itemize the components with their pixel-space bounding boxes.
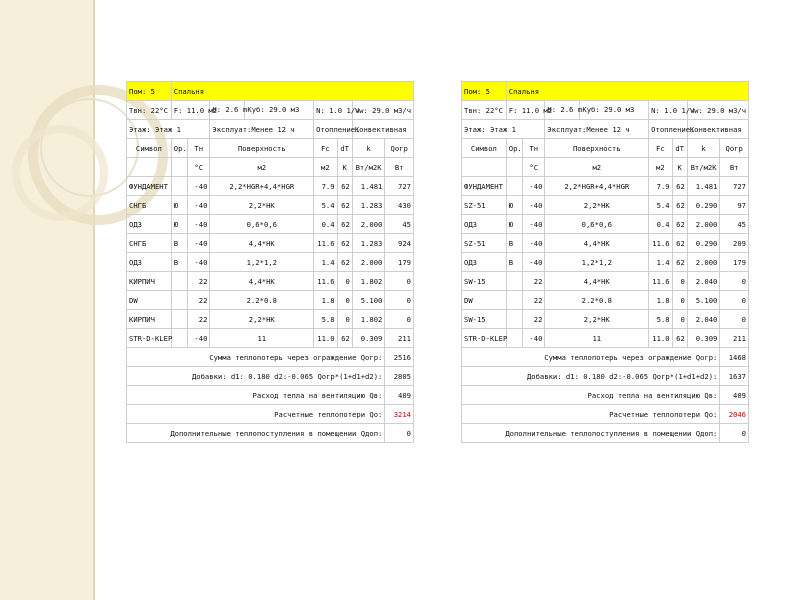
column-unit: К [672, 158, 687, 177]
cell-k: 2.040 [687, 310, 720, 329]
calc-loss-row [462, 405, 749, 424]
cell-k: 2.000 [352, 253, 385, 272]
column-header: Fc [649, 139, 672, 158]
cell-sym: ОДЗ [462, 253, 507, 272]
cell-dt: 62 [672, 329, 687, 348]
cell-dt: 62 [337, 177, 352, 196]
table-row [462, 234, 749, 253]
floor-level: Этаж: Этаж 1 [127, 120, 210, 139]
cell-tn: -40 [188, 329, 210, 348]
cell-fc: 11.0 [649, 329, 672, 348]
cell-fc: 0.4 [649, 215, 672, 234]
cell-tn: 22 [523, 272, 545, 291]
cell-tn: 22 [188, 272, 210, 291]
heating-label: Отопление: [649, 120, 688, 139]
cell-k: 1.481 [687, 177, 720, 196]
cell-q: 0 [385, 310, 414, 329]
column-header: Fc [314, 139, 337, 158]
cell-sym: ОДЗ [127, 253, 172, 272]
cell-k: 2.040 [687, 272, 720, 291]
cell-q: 0 [720, 310, 749, 329]
cell-dt: 62 [672, 215, 687, 234]
table-row [462, 272, 749, 291]
cell-tn: 22 [188, 310, 210, 329]
table-row [127, 272, 414, 291]
cell-sym: STR-D-KLEP [127, 329, 172, 348]
column-unit: Вт/м2К [352, 158, 385, 177]
column-unit: °C [188, 158, 210, 177]
cell-or [506, 272, 522, 291]
column-header: Поверхность [545, 139, 649, 158]
additions-label: Добавки: d1: 0.180 d2:-0.065 Qогр*(1+d1+d2): [127, 367, 385, 386]
cell-k: 1.283 [352, 234, 385, 253]
exploitation: Эксплуат:Менее 12 ч [545, 120, 649, 139]
ventilation-value: 409 [385, 386, 414, 405]
calc-loss-label: Расчетные теплопотери Qо: [462, 405, 720, 424]
cell-k: 1.802 [352, 272, 385, 291]
inner-temp: Твн: 22°C [462, 101, 507, 120]
inner-temp: Твн: 22°C [127, 101, 172, 120]
cell-or: Ю [506, 215, 522, 234]
cell-dt: 0 [337, 272, 352, 291]
column-unit: °C [523, 158, 545, 177]
table-row [462, 196, 749, 215]
cell-fc: 5.8 [314, 310, 337, 329]
additions-value: 2805 [385, 367, 414, 386]
cell-or: В [171, 253, 187, 272]
table-row [127, 196, 414, 215]
heat-loss-table-left [126, 81, 414, 443]
heating-type: Конвективная [687, 120, 748, 139]
cell-q: 209 [720, 234, 749, 253]
ventilation-row [127, 386, 414, 405]
cell-tn: -40 [188, 196, 210, 215]
table-row [127, 310, 414, 329]
cell-surf: 0,6*0,6 [210, 215, 314, 234]
calc-loss-value: 2046 [720, 405, 749, 424]
cell-dt: 0 [672, 291, 687, 310]
ventilation-label: Расход тепла на вентиляцию Qв: [127, 386, 385, 405]
cell-sym: ОДЗ [462, 215, 507, 234]
cell-fc: 0.4 [314, 215, 337, 234]
decorative-ring-small [12, 125, 108, 221]
cell-or [506, 310, 522, 329]
cell-sym: DW [462, 291, 507, 310]
cell-dt: 62 [672, 234, 687, 253]
cell-k: 2.000 [687, 215, 720, 234]
cell-q: 211 [720, 329, 749, 348]
exploitation: Эксплуат:Менее 12 ч [210, 120, 314, 139]
cell-tn: -40 [523, 215, 545, 234]
cell-or [506, 177, 522, 196]
calc-table [461, 81, 749, 443]
cell-k: 2.000 [687, 253, 720, 272]
column-header: Поверхность [210, 139, 314, 158]
column-headers [127, 139, 414, 158]
table-row [127, 291, 414, 310]
cell-sym: SZ-51 [462, 234, 507, 253]
cell-q: 727 [720, 177, 749, 196]
room-header-row [127, 82, 414, 101]
column-header: Тн [523, 139, 545, 158]
column-units [462, 158, 749, 177]
extra-gain-label: Дополнительные теплопоступления в помещении Qдоп: [462, 424, 720, 443]
room-params-row [462, 101, 749, 120]
table-row [462, 215, 749, 234]
cell-fc: 11.6 [649, 234, 672, 253]
table-row [462, 253, 749, 272]
cell-surf: 2,2*НК [545, 310, 649, 329]
cell-tn: -40 [188, 215, 210, 234]
cell-q: 430 [385, 196, 414, 215]
additions-row [462, 367, 749, 386]
cell-or [171, 272, 187, 291]
cell-fc: 1.8 [649, 291, 672, 310]
cell-fc: 5.4 [649, 196, 672, 215]
cell-surf: 11 [210, 329, 314, 348]
extra-gain-row [462, 424, 749, 443]
cell-dt: 62 [337, 234, 352, 253]
column-unit: м2 [649, 158, 672, 177]
room-height [545, 101, 649, 120]
heating-label: Отопление: [314, 120, 353, 139]
height-value: H: 2.6 m [545, 101, 580, 119]
column-header: k [352, 139, 385, 158]
cell-surf: 4,4*НК [210, 272, 314, 291]
cell-or: В [506, 253, 522, 272]
cell-sym: SW-15 [462, 310, 507, 329]
column-unit: м2 [314, 158, 337, 177]
room-number: Пом: 5 [127, 82, 172, 101]
sum-row [462, 348, 749, 367]
cell-tn: -40 [523, 177, 545, 196]
cell-k: 0.290 [687, 234, 720, 253]
cell-k: 1.802 [352, 310, 385, 329]
cell-sym: DW [127, 291, 172, 310]
cell-or [171, 177, 187, 196]
ventilation-row [462, 386, 749, 405]
column-header: Символ [462, 139, 507, 158]
floor-row [462, 120, 749, 139]
column-unit [462, 158, 507, 177]
cell-k: 1.283 [352, 196, 385, 215]
cell-sym: SZ-51 [462, 196, 507, 215]
cell-k: 0.290 [687, 196, 720, 215]
table-row [462, 329, 749, 348]
cell-q: 179 [385, 253, 414, 272]
cell-q: 0 [720, 291, 749, 310]
ventilation-label: Расход тепла на вентиляцию Qв: [462, 386, 720, 405]
cell-tn: 22 [188, 291, 210, 310]
cell-surf: 1,2*1,2 [210, 253, 314, 272]
air-change: N: 1.0 1/ч [649, 101, 688, 120]
column-units [127, 158, 414, 177]
calc-loss-label: Расчетные теплопотери Qо: [127, 405, 385, 424]
cell-sym: СНГБ [127, 196, 172, 215]
cell-surf: 0,6*0,6 [545, 215, 649, 234]
column-header: Тн [188, 139, 210, 158]
column-header: k [687, 139, 720, 158]
cell-tn: -40 [523, 196, 545, 215]
sum-value: 1468 [720, 348, 749, 367]
cell-fc: 11.6 [314, 234, 337, 253]
cell-fc: 11.0 [314, 329, 337, 348]
height-value: H: 2.6 m [210, 101, 245, 119]
table-row [127, 177, 414, 196]
column-unit [171, 158, 187, 177]
cell-k: 0.309 [352, 329, 385, 348]
cell-surf: 2,2*НК [210, 310, 314, 329]
column-header: dT [672, 139, 687, 158]
column-header: Qогр [720, 139, 749, 158]
room-name: Спальня [171, 82, 413, 101]
column-header: Qогр [385, 139, 414, 158]
cell-fc: 1.4 [649, 253, 672, 272]
cell-q: 0 [720, 272, 749, 291]
sum-label: Сумма теплопотерь через ограждение Qогр: [127, 348, 385, 367]
calc-table [126, 81, 414, 443]
cell-or [171, 291, 187, 310]
cell-fc: 1.4 [314, 253, 337, 272]
additions-label: Добавки: d1: 0.180 d2:-0.065 Qогр*(1+d1+d2): [462, 367, 720, 386]
column-unit: м2 [210, 158, 314, 177]
cell-fc: 11.6 [649, 272, 672, 291]
cell-fc: 5.8 [649, 310, 672, 329]
room-header-row [462, 82, 749, 101]
cell-k: 0.309 [687, 329, 720, 348]
cell-tn: 22 [523, 310, 545, 329]
column-unit: Вт/м2К [687, 158, 720, 177]
additions-row [127, 367, 414, 386]
room-number: Пом: 5 [462, 82, 507, 101]
cell-tn: -40 [188, 177, 210, 196]
cell-tn: -40 [188, 253, 210, 272]
cell-q: 0 [385, 291, 414, 310]
cell-q: 97 [720, 196, 749, 215]
column-header: dT [337, 139, 352, 158]
cell-sym: ФУНДАМЕНТ [127, 177, 172, 196]
vent-volume: Vw: 29.0 м3/ч [352, 101, 413, 120]
volume-value: Куб: 29.0 м3 [247, 105, 300, 114]
cell-fc: 7.9 [314, 177, 337, 196]
cell-dt: 62 [337, 329, 352, 348]
extra-gain-row [127, 424, 414, 443]
column-header: Символ [127, 139, 172, 158]
cell-surf: 1,2*1,2 [545, 253, 649, 272]
vent-volume: Vw: 29.0 м3/ч [687, 101, 748, 120]
cell-surf: 2,2*НК [545, 196, 649, 215]
cell-q: 924 [385, 234, 414, 253]
extra-gain-value: 0 [720, 424, 749, 443]
cell-tn: 22 [523, 291, 545, 310]
cell-q: 727 [385, 177, 414, 196]
room-name: Спальня [506, 82, 748, 101]
cell-q: 0 [385, 272, 414, 291]
column-header: Ор. [171, 139, 187, 158]
cell-dt: 0 [337, 310, 352, 329]
cell-surf: 11 [545, 329, 649, 348]
column-unit [506, 158, 522, 177]
cell-sym: КИРПИЧ [127, 272, 172, 291]
cell-sym: STR-D-KLEP [462, 329, 507, 348]
floor-area: F: 11.0 м2 [171, 101, 210, 120]
cell-sym: КИРПИЧ [127, 310, 172, 329]
cell-dt: 62 [337, 253, 352, 272]
room-height [210, 101, 314, 120]
cell-dt: 62 [672, 253, 687, 272]
table-row [127, 329, 414, 348]
cell-fc: 1.8 [314, 291, 337, 310]
cell-sym: СНГБ [127, 234, 172, 253]
cell-dt: 0 [672, 310, 687, 329]
cell-surf: 4,4*НК [545, 272, 649, 291]
cell-dt: 62 [337, 196, 352, 215]
cell-q: 211 [385, 329, 414, 348]
calc-loss-value: 3214 [385, 405, 414, 424]
cell-tn: -40 [523, 253, 545, 272]
table-row [462, 291, 749, 310]
cell-surf: 2.2*0.8 [545, 291, 649, 310]
table-row [127, 234, 414, 253]
cell-surf: 2,2*HGR+4,4*HGR [545, 177, 649, 196]
cell-q: 45 [720, 215, 749, 234]
column-unit: К [337, 158, 352, 177]
cell-or [171, 329, 187, 348]
column-unit [127, 158, 172, 177]
extra-gain-value: 0 [385, 424, 414, 443]
extra-gain-label: Дополнительные теплопоступления в помещении Qдоп: [127, 424, 385, 443]
air-change: N: 1.0 1/ч [314, 101, 353, 120]
column-headers [462, 139, 749, 158]
volume-value: Куб: 29.0 м3 [582, 105, 635, 114]
calc-loss-row [127, 405, 414, 424]
column-unit: Вт [385, 158, 414, 177]
cell-surf: 2.2*0.8 [210, 291, 314, 310]
table-row [127, 215, 414, 234]
cell-q: 179 [720, 253, 749, 272]
column-unit: м2 [545, 158, 649, 177]
room-params-row [127, 101, 414, 120]
ventilation-value: 409 [720, 386, 749, 405]
cell-k: 1.481 [352, 177, 385, 196]
cell-sym: ФУНДАМЕНТ [462, 177, 507, 196]
cell-or: В [171, 234, 187, 253]
cell-or [506, 291, 522, 310]
cell-or: Ю [506, 196, 522, 215]
cell-dt: 0 [337, 291, 352, 310]
cell-surf: 2,2*НК [210, 196, 314, 215]
floor-row [127, 120, 414, 139]
cell-or: Ю [171, 196, 187, 215]
cell-fc: 7.9 [649, 177, 672, 196]
cell-sym: ОДЗ [127, 215, 172, 234]
cell-k: 5.100 [687, 291, 720, 310]
cell-tn: -40 [188, 234, 210, 253]
cell-k: 2.000 [352, 215, 385, 234]
additions-value: 1637 [720, 367, 749, 386]
heating-type: Конвективная [352, 120, 413, 139]
cell-dt: 62 [337, 215, 352, 234]
heat-loss-table-right [461, 81, 749, 443]
cell-tn: -40 [523, 329, 545, 348]
cell-tn: -40 [523, 234, 545, 253]
cell-or [171, 310, 187, 329]
table-row [127, 253, 414, 272]
cell-q: 45 [385, 215, 414, 234]
cell-fc: 11.6 [314, 272, 337, 291]
cell-or: В [506, 234, 522, 253]
cell-surf: 2,2*HGR+4,4*HGR [210, 177, 314, 196]
table-row [462, 177, 749, 196]
cell-surf: 4,4*НК [210, 234, 314, 253]
cell-k: 5.100 [352, 291, 385, 310]
floor-area: F: 11.0 м2 [506, 101, 545, 120]
column-unit: Вт [720, 158, 749, 177]
cell-surf: 4,4*НК [545, 234, 649, 253]
cell-or [506, 329, 522, 348]
cell-dt: 62 [672, 177, 687, 196]
column-header: Ор. [506, 139, 522, 158]
cell-or: Ю [171, 215, 187, 234]
cell-dt: 62 [672, 196, 687, 215]
cell-dt: 0 [672, 272, 687, 291]
cell-fc: 5.4 [314, 196, 337, 215]
table-row [462, 310, 749, 329]
sum-row [127, 348, 414, 367]
sum-value: 2516 [385, 348, 414, 367]
floor-level: Этаж: Этаж 1 [462, 120, 545, 139]
cell-sym: SW-15 [462, 272, 507, 291]
sum-label: Сумма теплопотерь через ограждение Qогр: [462, 348, 720, 367]
